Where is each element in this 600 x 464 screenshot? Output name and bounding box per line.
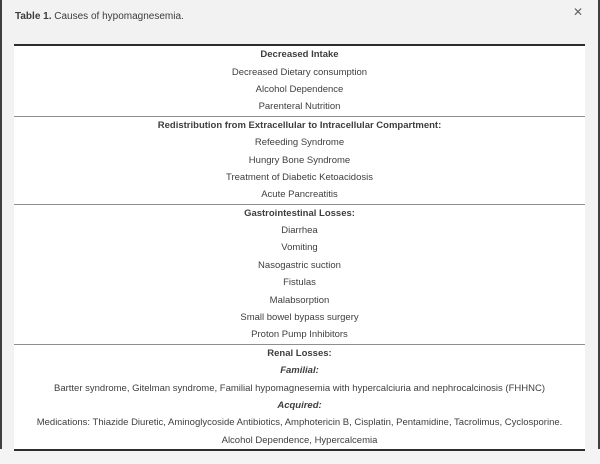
table-row: Familial: [280,365,319,377]
table-row: Refeeding Syndrome [254,137,345,149]
table-caption [15,11,184,22]
causes-table [14,44,585,451]
section-header: Redistribution from Extracellular to Intracellular Compartment: [157,119,442,131]
table-row: Vomiting [281,242,318,254]
table-row: Treatment of Diabetic Ketoacidosis [226,171,373,183]
table-row: Parenteral Nutrition [258,101,341,113]
table-row: Malabsorption [269,294,330,306]
table-row: Proton Pump Inhibitors [251,329,348,341]
table-section [14,204,585,344]
table-row: Medications: Thiazide Diuretic, Aminoglycoside Antibiotics, Amphotericin B, Cisplatin, Pentamidine, Tacrolimus, Cyclosporine. [36,417,563,429]
table-row: Small bowel bypass surgery [240,312,359,324]
table-row: Nasogastric suction [258,259,341,271]
table-row: Fistulas [283,277,316,289]
section-header: Gastrointestinal Losses: [244,207,355,219]
table-row: Diarrhea [281,225,318,237]
table-row: Acquired: [277,400,322,411]
table-section [14,46,585,116]
table-caption-number: Table 1. [15,11,52,22]
table-row: Hungry Bone Syndrome [248,154,351,166]
table-row: Decreased Dietary consumption [231,66,368,78]
section-header: Renal Losses: [267,347,332,359]
table-row: Acute Pancreatitis [261,189,338,201]
table-caption-text: Causes of hypomagnesemia. [51,11,184,22]
table-section [14,116,585,204]
table-row: Alcohol Dependence [255,83,344,95]
section-header: Decreased Intake [260,49,339,61]
table-row: Bartter syndrome, Gitelman syndrome, Familial hypomagnesemia with hypercalciuria and nephrocalcinosis (FHHNC) [53,382,546,394]
table-section [14,344,585,449]
close-icon[interactable]: ✕ [572,5,583,19]
table-row: Alcohol Dependence, Hypercalcemia [221,434,378,446]
